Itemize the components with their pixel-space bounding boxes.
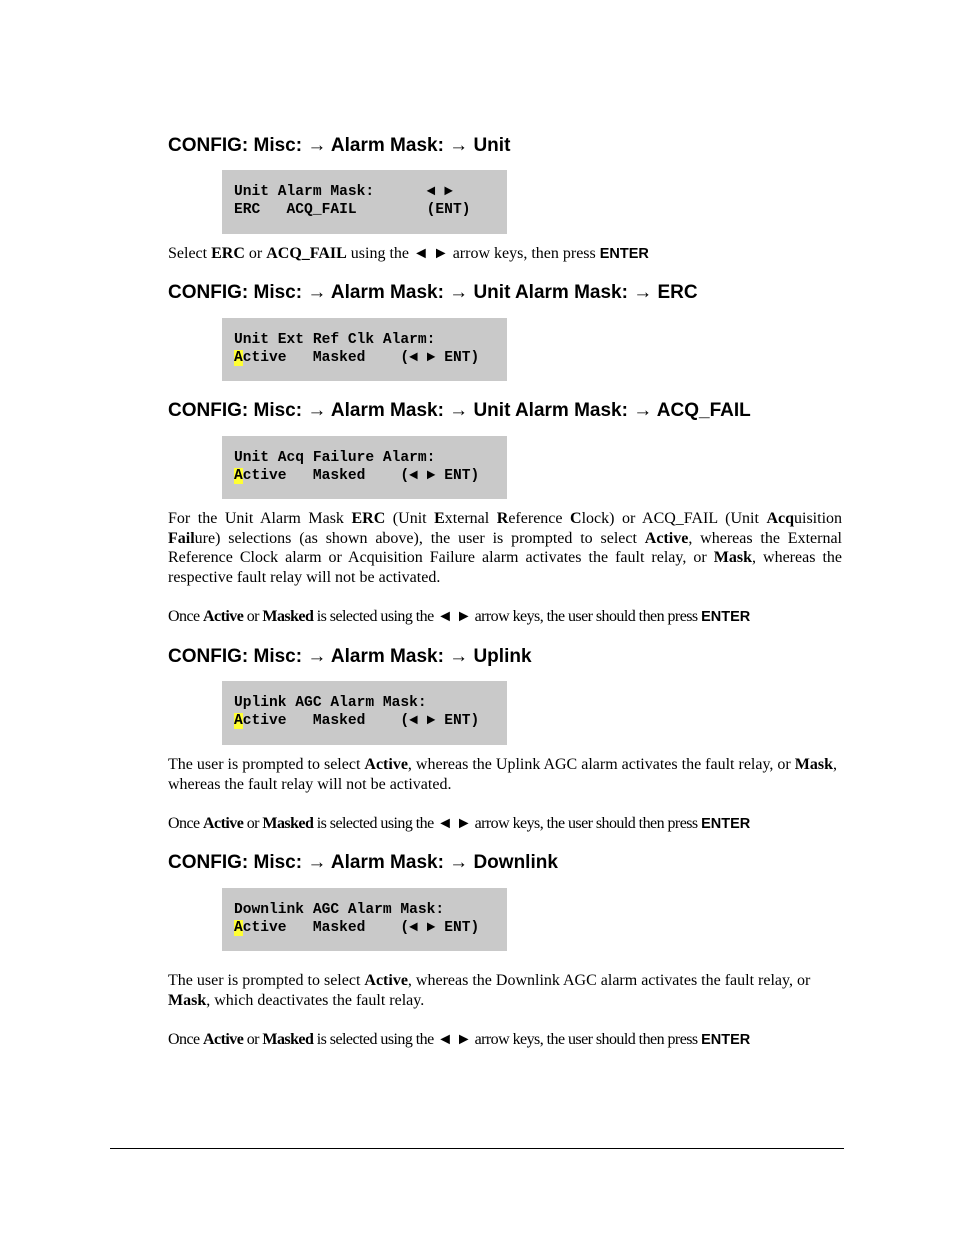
enter-key-label: ENTER (599, 246, 649, 262)
enter-key-label: ENTER (701, 816, 751, 832)
lcd-cursor: A (234, 468, 243, 484)
lcd-line-1: Unit Alarm Mask: ◄ ► (234, 184, 453, 200)
section-heading-erc: CONFIG: Misc: → Alarm Mask: → Unit Alarm Mask: → ERC (168, 282, 698, 303)
enter-key-label: ENTER (701, 1032, 751, 1048)
footer-rule (110, 1148, 844, 1149)
lcd-display-acq-failure (222, 436, 507, 499)
lcd-line-2: Active Masked (◄ ► ENT) (234, 350, 480, 366)
lcd-display-uplink-agc (222, 681, 507, 745)
lcd-cursor: A (234, 350, 243, 366)
paragraph-select-erc-acq: Select ERC or ACQ_FAIL using the ◄ ► arrow keys, then press ENTER (168, 245, 649, 262)
lcd-line-2: ERC ACQ_FAIL (ENT) (234, 202, 471, 218)
lcd-line-2: Active Masked (◄ ► ENT) (234, 713, 480, 729)
lcd-cursor: A (234, 920, 243, 936)
lcd-line-1: Unit Ext Ref Clk Alarm: (234, 332, 436, 348)
paragraph-downlink-description: The user is prompted to select Active, whereas the Downlink AGC alarm activates the fault relay, or Mask, which deactivates the fault relay. (168, 972, 811, 1009)
lcd-display-ext-ref-clk (222, 318, 507, 381)
lcd-display-unit-alarm-mask (222, 170, 507, 234)
section-heading-downlink: CONFIG: Misc: → Alarm Mask: → Downlink (168, 852, 558, 873)
instruction-press-enter: Once Active or Masked is selected using the ◄ ► arrow keys, the user should then press ENTER (168, 1031, 751, 1048)
lcd-cursor: A (234, 713, 243, 729)
lcd-line-1: Downlink AGC Alarm Mask: (234, 902, 445, 918)
instruction-press-enter: Once Active or Masked is selected using the ◄ ► arrow keys, the user should then press ENTER (168, 608, 751, 625)
section-heading-unit: CONFIG: Misc: → Alarm Mask: → Unit (168, 135, 511, 156)
lcd-line-1: Unit Acq Failure Alarm: (234, 450, 436, 466)
lcd-line-2: Active Masked (◄ ► ENT) (234, 468, 480, 484)
paragraph-uplink-description: The user is prompted to select Active, whereas the Uplink AGC alarm activates the fault relay, or Mask, whereas the fault relay will not be activated. (168, 756, 837, 793)
lcd-line-1: Uplink AGC Alarm Mask: (234, 695, 427, 711)
lcd-line-2: Active Masked (◄ ► ENT) (234, 920, 480, 936)
lcd-display-downlink-agc (222, 888, 507, 951)
paragraph-unit-alarm-mask-description: For the Unit Alarm Mask ERC (Unit External Reference Clock) or ACQ_FAIL (Unit Acquisition Failure) selections (as shown above), the user is prompted to select Active, whereas the External Reference Clock alarm or Acquisition Failure alarm activates the fault relay, or Mask, whereas the respective fault relay will not be activated. (168, 510, 843, 586)
section-heading-uplink: CONFIG: Misc: → Alarm Mask: → Uplink (168, 646, 532, 667)
section-heading-acq-fail: CONFIG: Misc: → Alarm Mask: → Unit Alarm Mask: → ACQ_FAIL (168, 400, 751, 421)
instruction-press-enter: Once Active or Masked is selected using the ◄ ► arrow keys, the user should then press ENTER (168, 815, 751, 832)
enter-key-label: ENTER (701, 609, 751, 625)
